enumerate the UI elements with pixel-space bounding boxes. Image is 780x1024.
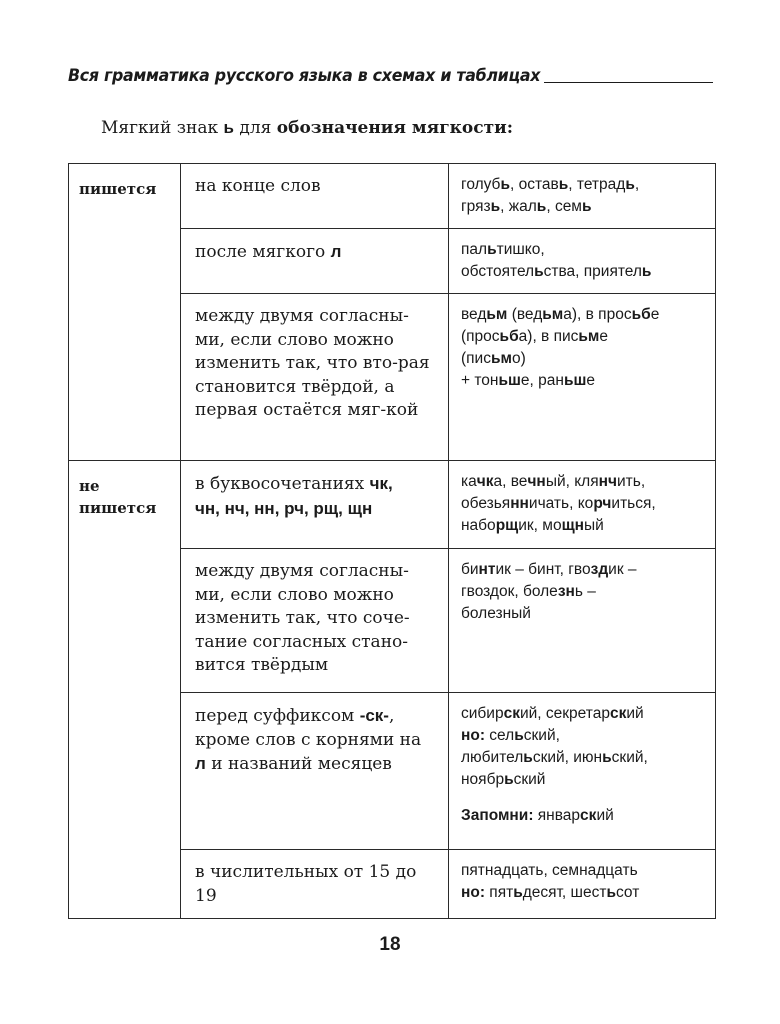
header-title: Вся грамматика русского языка в схемах и таблицах xyxy=(68,66,541,86)
example-line: сибирский, секретарский xyxy=(461,705,644,722)
examples-cell xyxy=(449,294,716,461)
category-cell-not-writes xyxy=(69,461,181,919)
soft-sign-rules-table xyxy=(68,163,716,919)
condition-cell: в буквосочетаниях чк, чн, нч, нн, рч, рщ, щн xyxy=(181,461,449,549)
example-line: бинтик – бинт, гвоздик – xyxy=(461,561,637,578)
example-line: + тоньше, раньше xyxy=(461,372,596,389)
examples-cell xyxy=(449,549,716,693)
category-label: пишется xyxy=(79,180,157,198)
condition-cell: между двумя согласны-ми, если слово можно изменить так, что вто-рая становится твёрдой, а первая остаётся мяг-кой xyxy=(181,294,449,461)
page-number: 18 xyxy=(379,934,401,955)
remember-note: Запомни: январский xyxy=(461,807,614,824)
category-label: не пишется xyxy=(79,477,157,517)
example-line: качка, вечный, клянчить, xyxy=(461,473,646,490)
condition-cell: перед суффиксом -ск-, кроме слов с корнями на л и названий месяцев xyxy=(181,693,449,850)
condition-cell: между двумя согласны-ми, если слово можно изменить так, что соче-тание согласных стано-вится твёрдым xyxy=(181,549,449,693)
condition-cell: после мягкого л xyxy=(181,229,449,294)
example-line: ноябрьский xyxy=(461,771,546,788)
examples-cell xyxy=(449,693,716,850)
example-line: но: сельский, xyxy=(461,727,560,744)
examples-cell xyxy=(449,164,716,229)
condition-cell: на конце слов xyxy=(181,164,449,229)
examples-cell xyxy=(449,229,716,294)
example-line: но: пятьдесят, шестьсот xyxy=(461,884,640,901)
example-line: наборщик, мощный xyxy=(461,517,604,534)
category-cell-writes xyxy=(69,164,181,461)
table-row xyxy=(69,164,716,229)
example-line: гвоздок, болезнь – xyxy=(461,583,596,600)
example-line: обстоятельства, приятель xyxy=(461,263,652,280)
example-line: (письмо) xyxy=(461,350,526,367)
example-line: ведьм (ведьма), в просьбе xyxy=(461,306,660,323)
example-line: (просьба), в письме xyxy=(461,328,609,345)
examples-cell xyxy=(449,461,716,549)
example-line: грязь, жаль, семь xyxy=(461,198,592,215)
example-line: голубь, оставь, тетрадь, xyxy=(461,176,640,193)
table-row xyxy=(69,461,716,549)
example-line: обезьянничать, корчиться, xyxy=(461,495,656,512)
example-line: болезный xyxy=(461,605,531,622)
example-line: пальтишко, xyxy=(461,241,545,258)
page-header xyxy=(68,66,713,92)
example-line: любительский, июньский, xyxy=(461,749,648,766)
condition-cell: в числительных от 15 до 19 xyxy=(181,850,449,919)
section-subtitle: Мягкий знак ь для обозначения мягкости: xyxy=(101,118,514,138)
examples-cell xyxy=(449,850,716,919)
header-rule xyxy=(544,82,713,83)
example-line: пятнадцать, семнадцать xyxy=(461,862,638,879)
